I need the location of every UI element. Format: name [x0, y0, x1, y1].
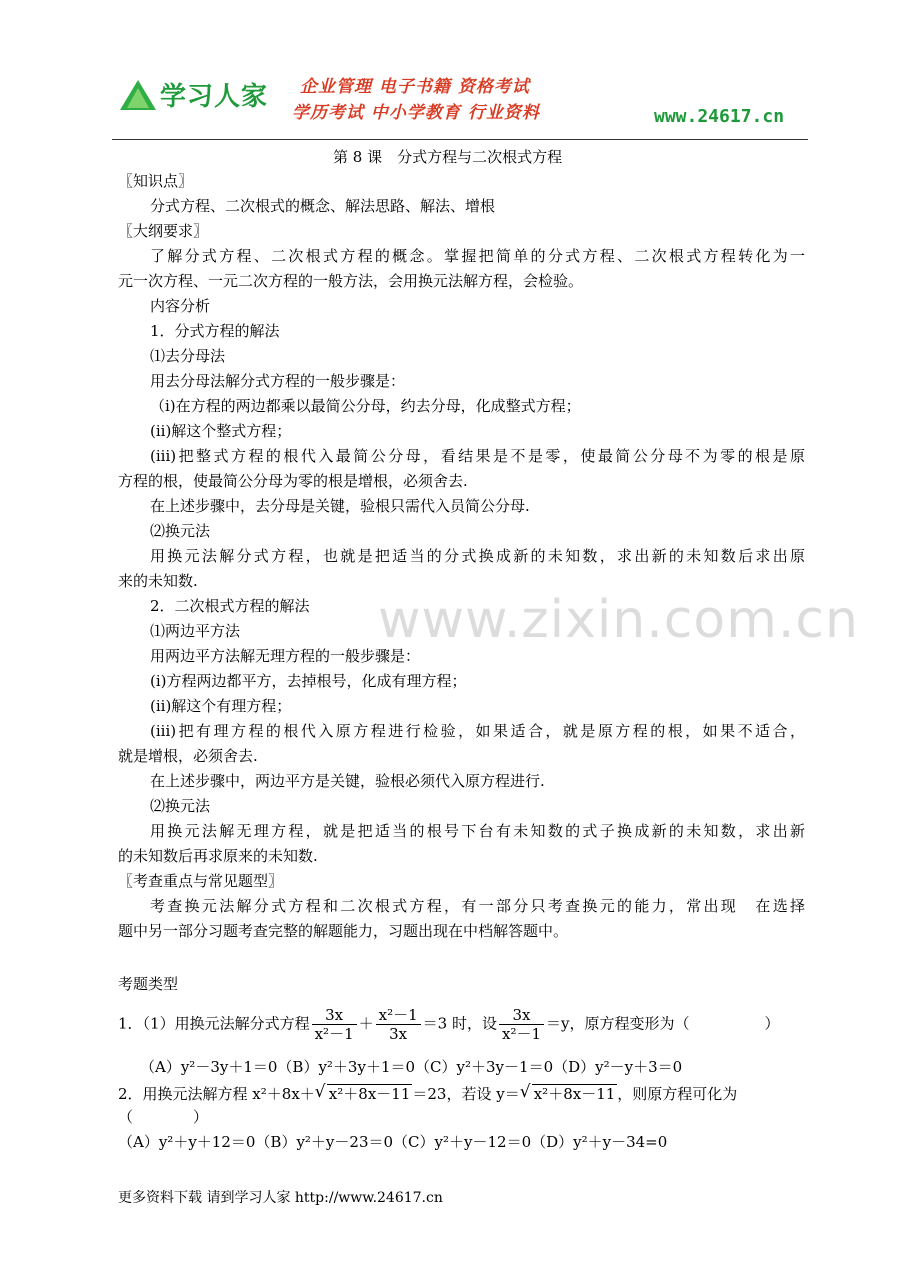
subsection-heading: ⑴两边平方法 — [150, 622, 241, 640]
question-1-prefix: 1．（1）用换元法解分式方程 — [118, 1014, 310, 1033]
question-1 — [118, 1006, 780, 1043]
step-line: 就是增根，必须舍去. — [118, 747, 258, 765]
question-2-mid: ＝23，若设 y＝ — [412, 1085, 520, 1103]
section-heading: 考题类型 — [118, 975, 179, 993]
step-line: 方程的根，使最简公分母为零的根是增根，必须舍去. — [118, 472, 468, 490]
paragraph-line: 题中另一部分习题考查完整的解题能力，习题出现在中档解答题中。 — [118, 922, 569, 940]
step-line: （i)在方程的两边都乘以最简公分母，约去分母，化成整式方程； — [150, 397, 581, 415]
paragraph-line: 用换元法解无理方程，就是把适当的根号下台有未知数的式子换成新的未知数，求出新 — [150, 822, 805, 840]
fraction — [376, 1006, 421, 1043]
subsection-heading: 1．分式方程的解法 — [150, 322, 280, 340]
site-logo[interactable] — [118, 74, 268, 116]
step-line: (ii)解这个整式方程； — [150, 422, 292, 440]
fraction-denominator: x²－1 — [314, 1025, 354, 1043]
fraction-numerator: x²－1 — [376, 1006, 421, 1025]
step-line: (ii)解这个有理方程； — [150, 697, 292, 715]
question-1-options: （A）y²－3y＋1＝0（B）y²＋3y＋1＝0（C）y²＋3y－1＝0（D）y²－y＋3＝0 — [140, 1058, 683, 1076]
square-root — [520, 1084, 618, 1104]
subsection-heading: 内容分析 — [150, 297, 211, 315]
logo-text: 学习人家 — [160, 82, 269, 112]
fraction-numerator: 3x — [312, 1006, 357, 1025]
fraction-numerator: 3x — [499, 1006, 544, 1025]
paragraph-line: 的未知数后再求原来的未知数. — [118, 847, 318, 865]
paragraph-line: 考查换元法解分式方程和二次根式方程，有一部分只考查换元的能力，常出现 在选择 — [150, 897, 805, 915]
plus-sign: ＋ — [358, 1014, 374, 1033]
step-line: (iii)把整式方程的根代入最简公分母，看结果是不是零，使最简公分母不为零的根是原 — [150, 447, 805, 465]
radicand: x²＋8x－11 — [328, 1085, 411, 1103]
fraction-denominator: 3x — [389, 1025, 408, 1043]
section-heading: 〖大纲要求〗 — [118, 222, 209, 240]
paragraph-line: 在上述步骤中，两边平方是关键，验根必须代入原方程进行. — [150, 772, 545, 790]
question-2-options: （A）y²＋y＋12＝0（B）y²＋y－23＝0（C）y²＋y－12＝0（D）y²＋y－34=0 — [118, 1133, 668, 1151]
fraction — [499, 1006, 544, 1043]
paragraph-line: 来的未知数. — [118, 572, 198, 590]
watermark: www.zixin.com.cn — [378, 590, 859, 650]
triangle-logo-icon — [118, 78, 158, 112]
question-1-mid: ＝3 时，设 — [422, 1014, 497, 1033]
footer-link[interactable]: 更多资料下载 请到学习人家 http://www.24617.cn — [118, 1190, 443, 1206]
slogan-line-2: 学历考试 中小学教育 行业资料 — [292, 103, 540, 123]
subsection-heading: 2．二次根式方程的解法 — [150, 597, 310, 615]
paragraph-line: 用去分母法解分式方程的一般步骤是： — [150, 372, 406, 390]
square-root — [315, 1084, 413, 1104]
paragraph-line: 用换元法解分式方程，也就是把适当的分式换成新的未知数，求出新的未知数后求出原 — [150, 547, 805, 565]
lesson-title: 第 8 课 分式方程与二次根式方程 — [333, 148, 563, 166]
paragraph-line: 用两边平方法解无理方程的一般步骤是： — [150, 647, 421, 665]
question-2-prefix: 2．用换元法解方程 x²＋8x＋ — [118, 1085, 315, 1103]
site-url[interactable]: www.24617.cn — [654, 106, 785, 127]
section-heading: 〖知识点〗 — [118, 172, 194, 190]
slogan-line-1: 企业管理 电子书籍 资格考试 — [300, 77, 530, 97]
paragraph-line: 了解分式方程、二次根式方程的概念。掌握把简单的分式方程、二次根式方程转化为一 — [150, 247, 805, 265]
header-divider — [112, 139, 808, 140]
fraction — [312, 1006, 357, 1043]
radicand: x²＋8x－11 — [533, 1085, 616, 1103]
fraction-denominator: x²－1 — [501, 1025, 542, 1043]
step-line: (iii)把有理方程的根代入原方程进行检验，如果适合，就是原方程的根，如果不适合， — [150, 722, 805, 740]
site-header — [0, 0, 920, 140]
step-line: (i)方程两边都平方，去掉根号，化成有理方程； — [150, 672, 467, 690]
question-2-suffix: ，则原方程可化为 — [617, 1085, 738, 1103]
paragraph-line: 元一次方程、一元二次方程的一般方法，会用换元法解方程，会检验。 — [118, 272, 584, 290]
section-heading: 〖考查重点与常见题型〗 — [118, 872, 284, 890]
question-2-answer-paren: （ ） — [118, 1108, 209, 1126]
subsection-heading: ⑵换元法 — [150, 797, 211, 815]
question-1-suffix: ＝y，原方程变形为（ ） — [546, 1014, 780, 1033]
paragraph-line: 分式方程、二次根式的概念、解法思路、解法、增根 — [150, 197, 496, 215]
subsection-heading: ⑵换元法 — [150, 522, 211, 540]
question-2 — [118, 1084, 737, 1104]
paragraph-line: 在上述步骤中，去分母是关键，验根只需代入员简公分母. — [150, 497, 530, 515]
subsection-heading: ⑴去分母法 — [150, 347, 226, 365]
